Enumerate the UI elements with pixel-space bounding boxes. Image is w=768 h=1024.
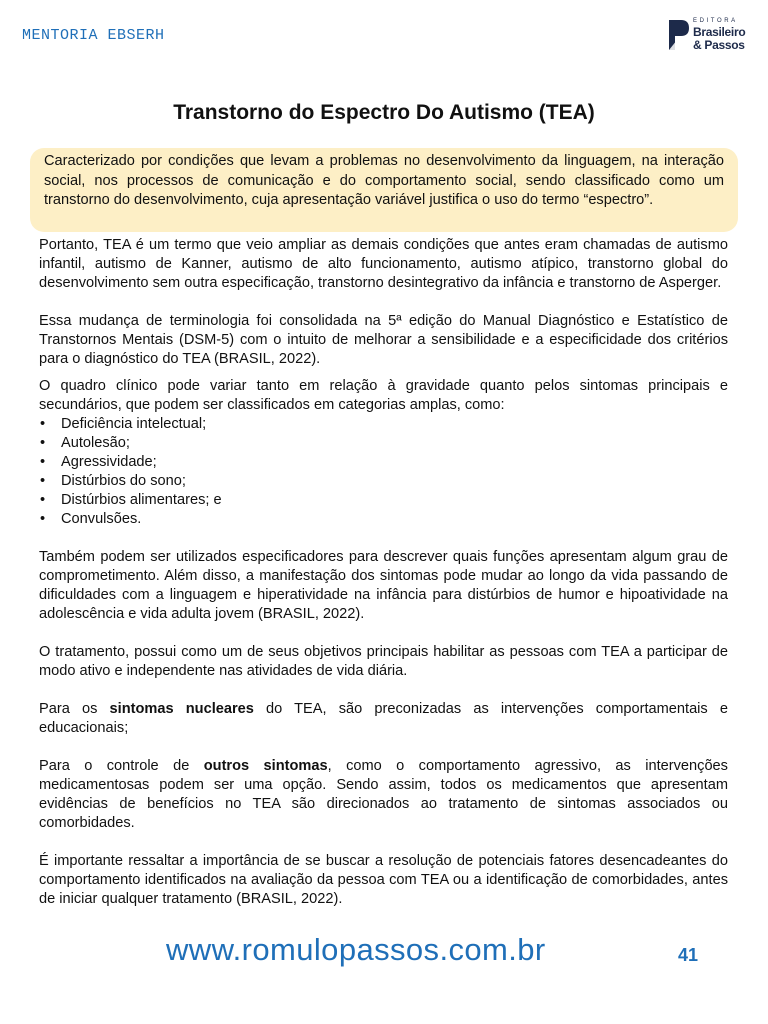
- text-run: do TEA, são preconizadas as intervenções comportamentais e educacionais;: [39, 701, 728, 736]
- logo-mark-icon: [667, 18, 691, 52]
- bold-term: outros sintomas: [203, 758, 328, 774]
- paragraph-clinical-picture: O quadro clínico pode variar tanto em relação à gravidade quanto pelos sintomas principais e secundários, que podem ser classificados em categorias amplas, como:: [39, 378, 728, 413]
- paragraph-treatment: O tratamento, possui como um de seus objetivos principais habilitar as pessoas com TEA a participar de modo ativo e independente nas atividades de vida diária.: [39, 644, 728, 679]
- logo-wordmark: [693, 16, 745, 51]
- list-item: • Autolesão;: [39, 434, 728, 453]
- logo-line-passos: & Passos: [693, 38, 745, 52]
- paragraph-dsm5: Essa mudança de terminologia foi consolidada na 5ª edição do Manual Diagnóstico e Estatístico de Transtornos Mentais (DSM-5) com o intuito de melhorar a sensibilidade e a especificidade dos critérios para o diagnóstico do TEA (BRASIL, 2022).: [39, 313, 728, 367]
- definition-text: Caracterizado por condições que levam a problemas no desenvolvimento da linguagem, na interação social, nos processos de comunicação e do comportamento social, sendo classificado como um transtorno do desenvolvimento, cuja apresentação variável justifica o uso do termo “espectro”.: [44, 153, 724, 208]
- paragraph-triggers: É importante ressaltar a importância de se buscar a resolução de potenciais fatores desencadeantes do comportamento identificados na avaliação da pessoa com TEA ou a identificação de comorbidades, antes de iniciar qualquer tratamento (BRASIL, 2022).: [39, 853, 728, 907]
- page-title: Transtorno do Espectro Do Autismo (TEA): [173, 101, 595, 124]
- text-run: Para os: [39, 701, 110, 717]
- logo-line-editora: EDITORA: [693, 18, 738, 24]
- paragraph-core-symptoms: [39, 700, 728, 738]
- page-number: 41: [678, 945, 699, 965]
- list-item: • Agressividade;: [39, 453, 728, 472]
- text-run: , como o comportamento agressivo, as intervenções medicamentosas podem ser uma opção. Sendo assim, todos os medicamentos que apresentam evidências de benefícios no TEA são direcionados ao tratamento de sintomas associados ou comorbidades.: [39, 758, 728, 831]
- text-run: Para o controle de: [39, 758, 204, 774]
- list-item: • Convulsões.: [39, 510, 728, 529]
- definition-highlight-box: [30, 148, 738, 232]
- bold-term: sintomas nucleares: [109, 701, 254, 717]
- footer-website-url: www.romulopassos.com.br: [166, 932, 546, 967]
- symptom-list: [39, 415, 728, 529]
- publisher-logo: [667, 16, 747, 54]
- paragraph-other-symptoms: [39, 757, 728, 833]
- list-item: • Distúrbios alimentares; e: [39, 491, 728, 510]
- main-content: [39, 236, 728, 909]
- logo-line-brasileiro: Brasileiro: [693, 25, 746, 39]
- paragraph-specifiers: Também podem ser utilizados especificadores para descrever quais funções apresentam algum grau de comprometimento. Além disso, a manifestação dos sintomas pode mudar ao longo da vida passando de dificuldades com a linguagem e hiperatividade na infância para distúrbios de humor e hipoatividade na adolescência e vida adulta jovem (BRASIL, 2022).: [39, 549, 728, 622]
- header-label: MENTORIA EBSERH: [22, 27, 165, 44]
- paragraph-tea-term: Portanto, TEA é um termo que veio ampliar as demais condições que antes eram chamadas de autismo infantil, autismo de Kanner, autismo de alto funcionamento, autismo atípico, transtorno global do desenvolvimento sem outra especificação, transtorno desintegrativo da infância e transtorno de Asperger.: [39, 237, 728, 291]
- list-item: • Distúrbios do sono;: [39, 472, 728, 491]
- list-item: • Deficiência intelectual;: [39, 415, 728, 434]
